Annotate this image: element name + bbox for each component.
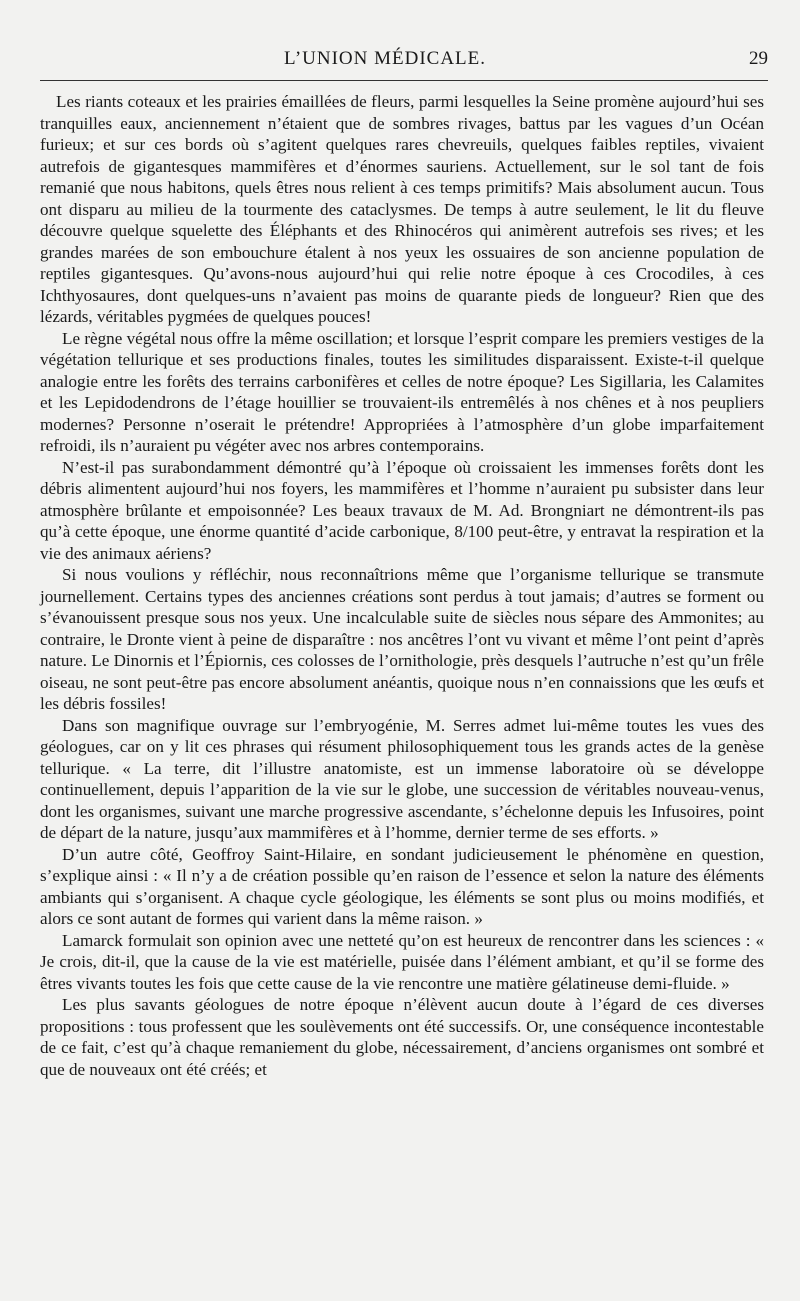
body-text	[40, 91, 764, 1080]
page-header	[40, 44, 768, 74]
paragraph: Lamarck formulait son opinion avec une netteté qu’on est heureux de rencontrer dans les sciences : « Je crois, dit-il, que la cause de la vie est matérielle, puisée dans l’élément ambiant, et qu’il se forme des êtres vivants toutes les fois que cette cause de la vie rencontre une matière gélatineuse demi-fluide. »	[40, 930, 764, 993]
paragraph: Le règne végétal nous offre la même oscillation; et lorsque l’esprit compare les premiers vestiges de la végétation tellurique et ses productions finales, toutes les similitudes disparaissent. Existe-t-il quelque analogie entre les forêts des terrains carbonifères et celles de notre époque? Les Sigillaria, les Calamites et les Lepidodendrons de l’étage houillier se trouvaient-ils entremêlés à nos chênes et à nos peupliers modernes? Personne n’oserait le prétendre! Appropriées à l’atmosphère d’un globe imparfaitement refroidi, ils n’auraient pu végéter avec nos arbres contemporains.	[40, 328, 764, 455]
header-rule	[40, 80, 768, 81]
paragraph: Dans son magnifique ouvrage sur l’embryogénie, M. Serres admet lui-même toutes les vues des géologues, car on y lit ces phrases qui résument philosophiquement tous les grands actes de la genèse tellurique. « La terre, dit l’illustre anatomiste, est un immense laboratoire où se développe continuellement, depuis l’apparition de la vie sur le globe, une succession de véritables nouveau-venus, dont les organismes, suivant une marche progressive ascendante, s’échelonne depuis les Infusoires, point de départ de la nature, jusqu’aux mammifères et à l’homme, dernier terme de ses efforts. »	[40, 715, 764, 842]
paragraph: Les plus savants géologues de notre époque n’élèvent aucun doute à l’égard de ces diverses propositions : tous professent que les soulèvements ont été successifs. Or, une conséquence incontestable de ce fait, c’est qu’à chaque remaniement du globe, nécessairement, d’anciens organismes ont sombré et que de nouveaux ont été créés; et	[40, 995, 764, 1079]
page-number: 29	[749, 48, 768, 69]
paragraph: Si nous voulions y réfléchir, nous reconnaîtrions même que l’organisme tellurique se transmute journellement. Certains types des anciennes créations sont perdus à tout jamais; d’autres se forment ou s’évanouissent presque sous nos yeux. Une incalculable suite de siècles nous sépare des Ammonites; au contraire, le Dronte vient à peine de disparaître : nos ancêtres l’ont vu vivant et même l’ont peint d’après nature. Le Dinornis et l’Épiornis, ces colosses de l’ornithologie, près desquels l’autruche n’est qu’un frêle oiseau, ne sont peut-être pas encore absolument anéantis, quoique nous n’en connaissions que les œufs et les débris fossiles!	[40, 565, 764, 713]
paragraph: N’est-il pas surabondamment démontré qu’à l’époque où croissaient les immenses forêts dont les débris alimentent aujourd’hui nos foyers, les mammifères et l’homme n’auraient pu subsister dans leur atmosphère brûlante et empoisonnée? Les beaux travaux de M. Ad. Brongniart ne démontrent-ils pas qu’à cette époque, une énorme quantité d’acide carbonique, 8/100 peut-être, y entravat la respiration et la vie des animaux aériens?	[40, 457, 764, 563]
paragraph: Les riants coteaux et les prairies émaillées de fleurs, parmi lesquelles la Seine promène aujourd’hui ses tranquilles eaux, anciennement n’étaient que de sombres rivages, battus par les vagues d’un Océan furieux; et sur ces bords où s’agitent quelques rares chevreuils, quelques faibles reptiles, vivaient autrefois de gigantesques mammifères et d’énormes sauriens. Actuellement, sur le sol tant de fois remanié que nous habitons, quels êtres nous relient à ces temps primitifs? Mais absolument aucun. Tous ont disparu au milieu de la tourmente des cataclysmes. De temps à autre seulement, le lit du fleuve découvre quelque squelette des Éléphants et des Rhinocéros qui animèrent autrefois ses rives; et les grandes marées de son embouchure étalent à nos yeux les ossuaires de son ancienne population de reptiles gigantesques. Qu’avons-nous aujourd’hui qui relie notre époque à ces Crocodiles, à ces Ichthyosaures, dont quelques-uns n’avaient pas moins de quarante pieds de longueur? Rien que des lézards, véritables pygmées de quelques pouces!	[40, 92, 764, 326]
paragraph: D’un autre côté, Geoffroy Saint-Hilaire, en sondant judicieusement le phénomène en question, s’explique ainsi : « Il n’y a de création possible qu’en raison de l’essence et selon la nature des éléments ambiants qui s’organisent. A chaque cycle géologique, les éléments se sont plus ou moins modifiés, et alors ce sont autant de formes qui varient dans la même raison. »	[40, 844, 764, 928]
running-title: L’UNION MÉDICALE.	[283, 48, 487, 69]
